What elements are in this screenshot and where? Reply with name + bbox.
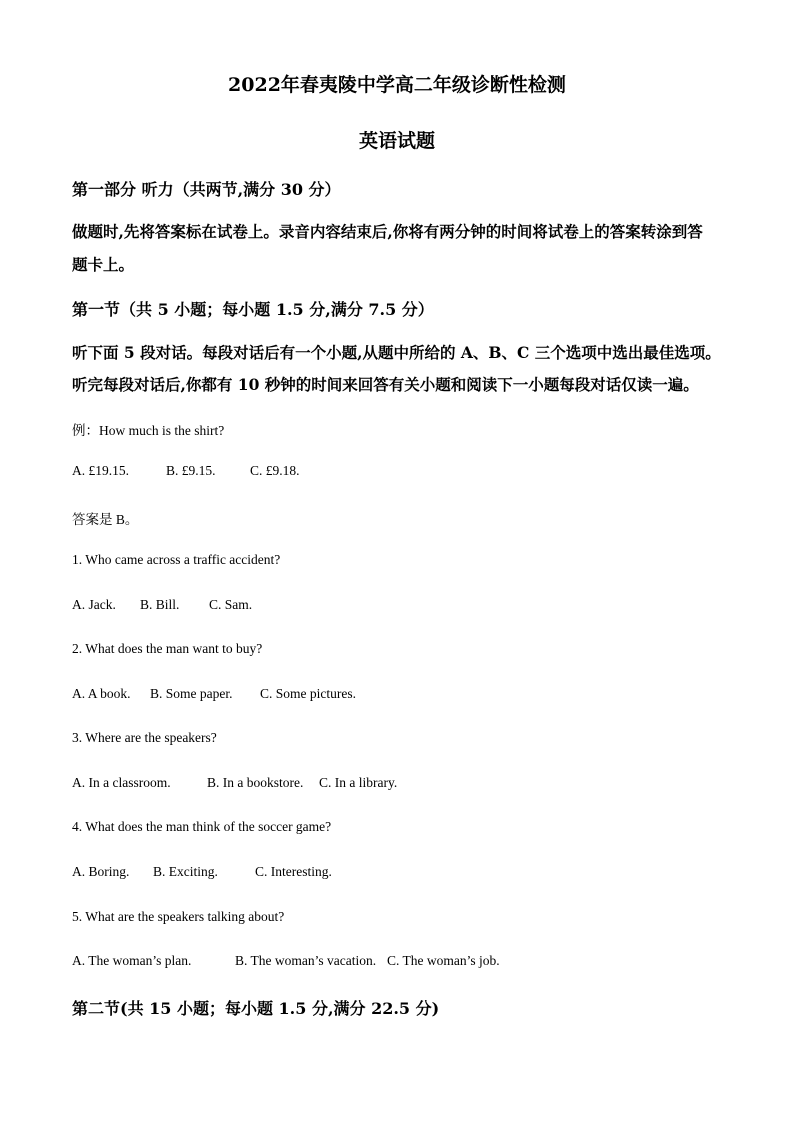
section-one-instruction-line1: 听下面 5 段对话。每段对话后有一个小题,从题中所给的 A、B、C 三个选项中选出最佳选项。 [72,343,721,362]
example-option-c: C. £9.18. [250,463,300,478]
question-2-option-a: A. A book. [72,686,131,701]
question-2-options [72,686,772,706]
question-5-text: 5. What are the speakers talking about? [72,909,285,924]
question-2-option-b: B. Some paper. [150,686,233,701]
question-4-option-c: C. Interesting. [255,864,332,879]
question-1-options [72,597,772,617]
question-5-options [72,953,772,973]
question-5-option-a: A. The woman’s plan. [72,953,192,968]
part-one-instruction-line2: 题卡上。 [72,255,135,274]
question-4-options [72,864,772,884]
section-one-instruction-line2: 听完每段对话后,你都有 10 秒钟的时间来回答有关小题和阅读下一小题每段对话仅读一遍。 [72,375,699,394]
question-4-text: 4. What does the man think of the soccer game? [72,819,332,834]
example-option-a: A. £19.15. [72,463,129,478]
page-title: 2022年春夷陵中学高二年级诊断性检测 [228,74,566,96]
question-4-option-b: B. Exciting. [153,864,218,879]
question-4-option-a: A. Boring. [72,864,130,879]
question-2-text: 2. What does the man want to buy? [72,641,263,656]
example-answer: 答案是 B。 [72,512,139,527]
example-option-b: B. £9.15. [166,463,216,478]
question-3-option-a: A. In a classroom. [72,775,171,790]
question-3-options [72,775,772,795]
section-one-heading: 第一节（共 5 小题；每小题 1.5 分,满分 7.5 分） [72,300,434,319]
question-1-option-c: C. Sam. [209,597,253,612]
section-two-heading: 第二节(共 15 小题；每小题 1.5 分,满分 22.5 分) [72,999,440,1018]
question-5-option-c: C. The woman’s job. [387,953,500,968]
page-subtitle: 英语试题 [358,130,435,152]
question-1-option-a: A. Jack. [72,597,116,612]
question-3-option-c: C. In a library. [319,775,398,790]
example-question: 例：How much is the shirt? [72,423,225,438]
question-5-option-b: B. The woman’s vacation. [235,953,377,968]
question-3-option-b: B. In a bookstore. [207,775,304,790]
part-one-instruction-line1: 做题时,先将答案标在试卷上。录音内容结束后,你将有两分钟的时间将试卷上的答案转涂到答 [72,222,703,241]
question-1-option-b: B. Bill. [140,597,180,612]
question-3-text: 3. Where are the speakers? [72,730,217,745]
question-1-text: 1. Who came across a traffic accident? [72,552,281,567]
part-one-heading: 第一部分 听力（共两节,满分 30 分） [72,180,341,199]
question-2-option-c: C. Some pictures. [260,686,356,701]
example-options [72,463,772,483]
